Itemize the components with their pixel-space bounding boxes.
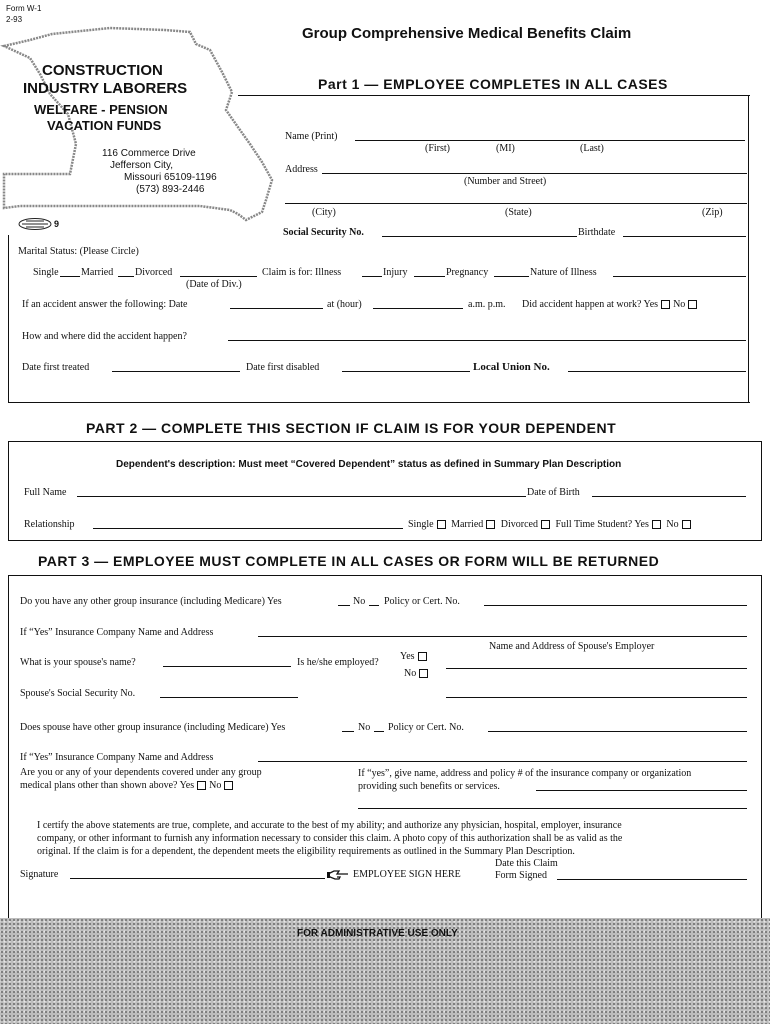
dep-single-label: Single	[408, 519, 434, 530]
other-coverage-field-2[interactable]	[358, 808, 747, 809]
spouse-ins-yes-blank[interactable]	[342, 731, 354, 732]
spouse-if-yes-insurance-field[interactable]	[258, 761, 747, 762]
address-label: Address	[285, 164, 318, 175]
employee-sign-here: EMPLOYEE SIGN HERE	[353, 869, 461, 880]
first-name-caption: (First)	[425, 143, 450, 154]
spouse-employed-yes-checkbox[interactable]	[418, 652, 427, 661]
if-yes-give-line1: If “yes”, give name, address and policy # of the insurance company or organization	[358, 768, 692, 779]
admin-use-label: FOR ADMINISTRATIVE USE ONLY	[297, 928, 458, 939]
form-title: Group Comprehensive Medical Benefits Claim	[302, 25, 632, 42]
dependent-full-name-field[interactable]	[77, 496, 526, 497]
dep-married-checkbox[interactable]	[486, 520, 495, 529]
covered-no-label: No	[209, 780, 222, 791]
spouse-employed-label: Is he/she employed?	[297, 657, 379, 668]
certification-line2: company, or other informant to furnish any information necessary to consider this claim. A photo copy of this authorization shall be as valid as the	[37, 833, 623, 844]
dep-married-label: Married	[451, 519, 484, 530]
spouse-other-ins-question: Does spouse have other group insurance (including Medicare) Yes	[20, 722, 286, 733]
policy-no-label: Policy or Cert. No.	[384, 596, 460, 607]
city-caption: (City)	[312, 207, 336, 218]
local-union-label: Local Union No.	[473, 361, 550, 373]
spouse-employed-yes-label: Yes	[400, 651, 415, 662]
how-where-label: How and where did the accident happen?	[22, 331, 187, 342]
spouse-ins-no-label: No	[358, 722, 371, 733]
spouse-policy-no-label: Policy or Cert. No.	[388, 722, 464, 733]
spouse-policy-no-field[interactable]	[488, 731, 747, 732]
other-insurance-question: Do you have any other group insurance (including Medicare) Yes	[20, 596, 282, 607]
covered-question-text: medical plans other than shown above? Yes	[20, 780, 195, 791]
if-yes-insurance-label: If “Yes” Insurance Company Name and Address	[20, 627, 214, 638]
divorce-date-caption: (Date of Div.)	[186, 279, 242, 290]
dep-student-yes-checkbox[interactable]	[652, 520, 661, 529]
covered-question-line2	[20, 780, 236, 791]
dep-single-checkbox[interactable]	[437, 520, 446, 529]
birthdate-label: Birthdate	[578, 227, 616, 238]
dependent-status-row	[408, 519, 694, 530]
date-claim-label: Date this Claim	[495, 858, 558, 869]
ssn-field[interactable]	[382, 236, 577, 237]
spouse-if-yes-insurance-label: If “Yes” Insurance Company Name and Address	[20, 752, 214, 763]
marital-status-label: Marital Status: (Please Circle)	[18, 246, 139, 257]
birthdate-field[interactable]	[623, 236, 746, 237]
divorce-date-field[interactable]	[180, 276, 257, 277]
accident-hour-field[interactable]	[373, 308, 463, 309]
org-name-line4: VACATION FUNDS	[47, 118, 162, 133]
org-address-line3: Missouri 65109-1196	[124, 172, 217, 183]
accident-at-work-label	[522, 299, 700, 310]
pointing-hand-icon	[327, 869, 349, 880]
form-revision: 2-93	[6, 15, 23, 24]
marital-sep-2	[118, 276, 134, 277]
signature-label: Signature	[20, 869, 59, 880]
marital-married[interactable]: Married	[81, 267, 114, 278]
claim-sep-1	[362, 276, 382, 277]
other-coverage-field-1[interactable]	[536, 790, 747, 791]
part3-heading: PART 3 — EMPLOYEE MUST COMPLETE IN ALL CASES OR FORM WILL BE RETURNED	[38, 553, 660, 569]
union-label-number: 9	[54, 219, 60, 229]
org-name-line3: WELFARE - PENSION	[34, 102, 168, 117]
part1-left-rule	[8, 235, 9, 402]
certification-line3: original. If the claim is for a dependent, the dependent meets the eligibility requirements as outlined in the Summary Plan Description.	[37, 846, 575, 857]
claim-for-illness[interactable]: Claim is for: Illness	[262, 267, 342, 278]
dependent-dob-label: Date of Birth	[527, 487, 580, 498]
middle-initial-caption: (MI)	[496, 143, 515, 154]
org-phone: (573) 893-2446	[136, 184, 205, 195]
at-work-yes-checkbox[interactable]	[661, 300, 670, 309]
part1-heading: Part 1 — EMPLOYEE COMPLETES IN ALL CASES	[318, 76, 668, 92]
org-name-line2: INDUSTRY LABORERS	[23, 80, 188, 97]
spouse-employer-field-2[interactable]	[446, 697, 747, 698]
name-print-label: Name (Print)	[285, 131, 338, 142]
signature-field[interactable]	[70, 878, 325, 879]
spouse-name-label: What is your spouse's name?	[20, 657, 136, 668]
spouse-ins-no-blank[interactable]	[374, 731, 384, 732]
dependent-full-name-label: Full Name	[24, 487, 67, 498]
dep-divorced-label: Divorced	[500, 519, 538, 530]
nature-of-illness-label: Nature of Illness	[530, 267, 597, 278]
spouse-employed-no-label: No	[404, 668, 417, 679]
local-union-field[interactable]	[568, 371, 746, 372]
certification-line1: I certify the above statements are true, complete, and accurate to the best of my ability; and authorize any physician, hospital, employer, insurance	[37, 820, 622, 831]
part2-heading: PART 2 — COMPLETE THIS SECTION IF CLAIM IS FOR YOUR DEPENDENT	[86, 420, 617, 436]
spouse-employer-field-1[interactable]	[446, 668, 747, 669]
am-pm-label[interactable]: a.m. p.m.	[468, 299, 506, 310]
spouse-ssn-label: Spouse's Social Security No.	[20, 688, 136, 699]
date-first-disabled-field[interactable]	[342, 371, 470, 372]
relationship-field[interactable]	[93, 528, 403, 529]
covered-question-line1: Are you or any of your dependents covered under any group	[20, 767, 262, 778]
address-city-field[interactable]	[285, 203, 747, 204]
other-ins-no-label: No	[353, 596, 366, 607]
at-work-no-label: No	[673, 299, 686, 310]
spouse-employer-label: Name and Address of Spouse's Employer	[489, 641, 655, 652]
spouse-employed-no	[404, 668, 431, 679]
last-name-caption: (Last)	[580, 143, 604, 154]
date-first-disabled-label: Date first disabled	[246, 362, 320, 373]
spouse-employed-no-checkbox[interactable]	[419, 669, 428, 678]
dep-student-no-label: No	[666, 519, 679, 530]
dep-divorced-checkbox[interactable]	[541, 520, 550, 529]
claim-sep-2	[414, 276, 445, 277]
date-signed-field[interactable]	[557, 879, 747, 880]
other-ins-no-blank[interactable]	[369, 605, 379, 606]
if-yes-insurance-field[interactable]	[258, 636, 747, 637]
claim-for-injury[interactable]: Injury	[383, 267, 408, 278]
at-work-no-checkbox[interactable]	[688, 300, 697, 309]
covered-no-checkbox[interactable]	[224, 781, 233, 790]
org-name-line1: CONSTRUCTION	[42, 62, 163, 79]
dep-student-label: Full Time Student? Yes	[555, 519, 649, 530]
other-ins-yes-blank[interactable]	[338, 605, 350, 606]
accident-date-label: If an accident answer the following: Date	[22, 299, 188, 310]
org-address-line1: 116 Commerce Drive	[102, 148, 196, 159]
policy-no-field[interactable]	[484, 605, 747, 606]
spouse-employed-yes	[400, 651, 430, 662]
marital-divorced[interactable]: Divorced	[135, 267, 173, 278]
form-signed-label: Form Signed	[495, 870, 547, 881]
spouse-ssn-field[interactable]	[160, 697, 298, 698]
name-print-field[interactable]	[355, 140, 745, 141]
number-street-caption: (Number and Street)	[464, 176, 547, 187]
form-id: Form W-1	[6, 4, 42, 13]
at-work-question: Did accident happen at work? Yes	[522, 299, 659, 310]
dep-student-no-checkbox[interactable]	[682, 520, 691, 529]
if-yes-give-line2: providing such benefits or services.	[358, 781, 500, 792]
marital-single[interactable]: Single	[33, 267, 59, 278]
state-caption: (State)	[505, 207, 532, 218]
how-where-field[interactable]	[228, 340, 746, 341]
org-address-line2: Jefferson City,	[110, 160, 173, 171]
spouse-name-field[interactable]	[163, 666, 291, 667]
covered-yes-checkbox[interactable]	[197, 781, 206, 790]
claim-sep-3	[494, 276, 529, 277]
zip-caption: (Zip)	[702, 207, 723, 218]
relationship-label: Relationship	[24, 519, 75, 530]
marital-sep-1	[60, 276, 80, 277]
accident-date-field[interactable]	[230, 308, 323, 309]
dependent-description: Dependent's description: Must meet “Covered Dependent” status as defined in Summary Plan Description	[116, 459, 622, 470]
part1-bottom-rule	[8, 402, 750, 403]
date-first-treated-label: Date first treated	[22, 362, 90, 373]
nature-of-illness-field[interactable]	[613, 276, 746, 277]
address-street-field[interactable]	[322, 173, 747, 174]
accident-hour-label: at (hour)	[327, 299, 362, 310]
claim-for-pregnancy[interactable]: Pregnancy	[446, 267, 489, 278]
ssn-label: Social Security No.	[283, 227, 364, 238]
dependent-dob-field[interactable]	[592, 496, 746, 497]
date-first-treated-field[interactable]	[112, 371, 240, 372]
